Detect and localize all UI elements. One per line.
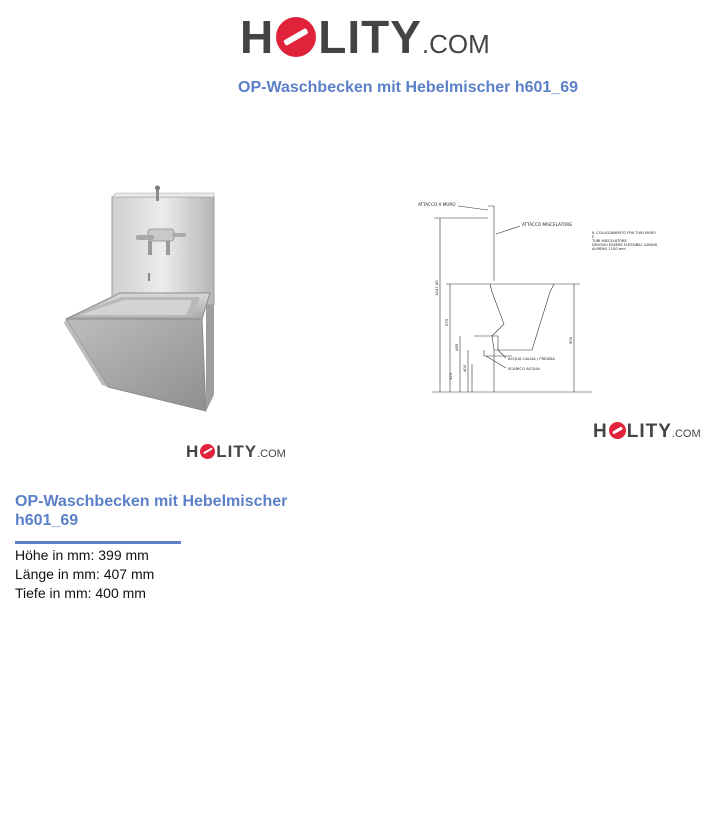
logo-suffix: .COM (671, 428, 701, 440)
spec-length: Länge in mm: 407 mm (15, 566, 155, 582)
logo-suffix: .COM (421, 29, 490, 59)
holity-logo-small-drawing[interactable] (593, 420, 701, 443)
logo-letters-lity: LITY (216, 442, 258, 461)
logo-suffix: .COM (257, 448, 286, 460)
label-hot-cold: ACQUA CALDA / FREDDA (508, 356, 555, 361)
dim-485: 485 (454, 343, 459, 351)
holity-logo-small[interactable] (186, 442, 286, 462)
product-specs (15, 546, 154, 603)
logo-letter-h: H (593, 421, 608, 442)
spec-height: Höhe in mm: 399 mm (15, 547, 149, 563)
note-line-2: E (592, 235, 595, 239)
holity-logo[interactable] (240, 10, 490, 64)
logo-letter-h: H (240, 11, 275, 63)
dim-400: 400 (462, 364, 467, 372)
note-line-5: ALMENO 1100 mm (592, 247, 626, 251)
logo-letter-h: H (186, 442, 200, 461)
logo-letters-lity: LITY (626, 421, 672, 442)
note-line-4: DEVONO ESSERE FLESSIBILI LUNGHI (592, 243, 658, 247)
logo-o-icon (276, 17, 316, 57)
title-divider (15, 541, 181, 544)
dim-320: 320 (448, 372, 453, 380)
technical-drawing (412, 196, 682, 401)
logo-letters-lity: LITY (318, 11, 422, 63)
dim-total-height: 1447,45 (434, 280, 439, 296)
dim-575: 575 (444, 318, 449, 326)
spec-depth: Tiefe in mm: 400 mm (15, 585, 146, 601)
page-title: OP-Waschbecken mit Hebelmischer h601_69 (238, 79, 578, 96)
product-title: OP-Waschbecken mit Hebelmischer h601_69 (15, 493, 288, 529)
note-line-3: TUBI MISCELATORE (592, 239, 627, 243)
product-photo (60, 185, 220, 415)
label-drain: SCARICO ACQUA (508, 366, 540, 371)
logo-o-icon (609, 422, 626, 439)
note-line-1: IL COLLEGAMENTO FRA TUBI MURO (592, 231, 656, 235)
logo-o-icon (200, 444, 215, 459)
dim-900: 900 (568, 336, 573, 344)
label-mixer-attach: ATTACCO MISCELATORE (522, 222, 572, 227)
label-wall-attach: ATTACCO A MURO (418, 202, 456, 207)
